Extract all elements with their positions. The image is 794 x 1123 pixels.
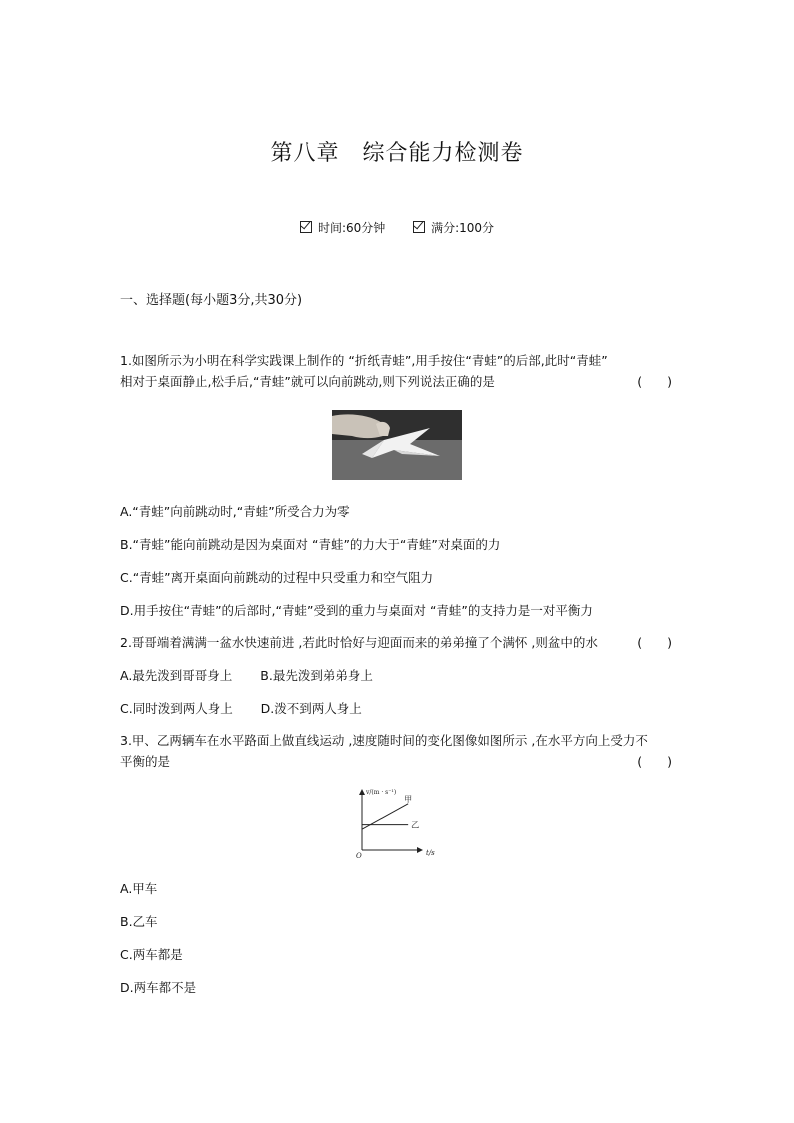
q3-option-d: D.两车都不是 (120, 980, 197, 995)
series-label-jia: 甲 (404, 794, 413, 804)
exam-meta (0, 219, 794, 237)
q1-stem-line2: 相对于桌面静止,松手后,“青蛙”就可以向前跳动,则下列说法正确的是 (120, 374, 495, 389)
q1-answer-bracket: ( ) (637, 374, 672, 389)
q1-stem-line1: 1.如图所示为小明在科学实践课上制作的 “折纸青蛙”,用手按住“青蛙”的后部,此时“青蛙” (120, 353, 608, 368)
x-axis-label: t/s (426, 849, 435, 857)
vt-graph-svg (352, 785, 442, 860)
velocity-time-graph (352, 785, 442, 860)
y-axis-label: v/(m · s⁻¹) (366, 789, 397, 796)
q3-stem-line1: 3.甲、乙两辆车在水平路面上做直线运动 ,速度随时间的变化图像如图所示 ,在水平方向上受力不 (120, 733, 648, 748)
q2-option-d: D.泼不到两人身上 (260, 701, 362, 716)
q2-options-row2 (120, 699, 362, 719)
q1-option-c: C.“青蛙”离开桌面向前跳动的过程中只受重力和空气阻力 (120, 570, 434, 585)
q2-answer-bracket: ( ) (637, 635, 672, 650)
q2-options-row1 (120, 666, 373, 686)
score-text: 满分:100分 (431, 221, 495, 235)
q1-option-d: D.用手按住“青蛙”的后部时,“青蛙”受到的重力与桌面对 “青蛙”的支持力是一对平衡力 (120, 603, 593, 618)
checkbox-icon (413, 221, 425, 233)
section-heading: 一、选择题(每小题3分,共30分) (120, 293, 303, 308)
q2-stem-line1: 2.哥哥端着满满一盆水快速前进 ,若此时恰好与迎面而来的弟弟撞了个满怀 ,则盆中的水 (120, 635, 598, 650)
q2-option-b: B.最先泼到弟弟身上 (260, 668, 373, 683)
paper-frog-image (332, 410, 462, 480)
time-info (300, 219, 385, 236)
q1-option-a: A.“青蛙”向前跳动时,“青蛙”所受合力为零 (120, 504, 350, 519)
time-text: 时间:60分钟 (317, 221, 386, 235)
origin-label: O (356, 852, 362, 860)
series-label-yi: 乙 (411, 820, 420, 830)
score-info (413, 219, 494, 236)
page-title: 第八章 综合能力检测卷 (270, 141, 524, 166)
q2-option-c: C.同时泼到两人身上 (120, 701, 233, 716)
q2-option-a: A.最先泼到哥哥身上 (120, 668, 233, 683)
q1-option-b: B.“青蛙”能向前跳动是因为桌面对 “青蛙”的力大于“青蛙”对桌面的力 (120, 537, 501, 552)
series-line-jia (362, 804, 408, 829)
q3-option-c: C.两车都是 (120, 947, 183, 962)
checkbox-icon (300, 221, 312, 233)
q3-option-b: B.乙车 (120, 914, 158, 929)
q3-option-a: A.甲车 (120, 881, 158, 896)
q3-stem-line2: 平衡的是 (120, 754, 171, 769)
q3-answer-bracket: ( ) (637, 754, 672, 769)
paper-frog-photo (332, 410, 462, 480)
